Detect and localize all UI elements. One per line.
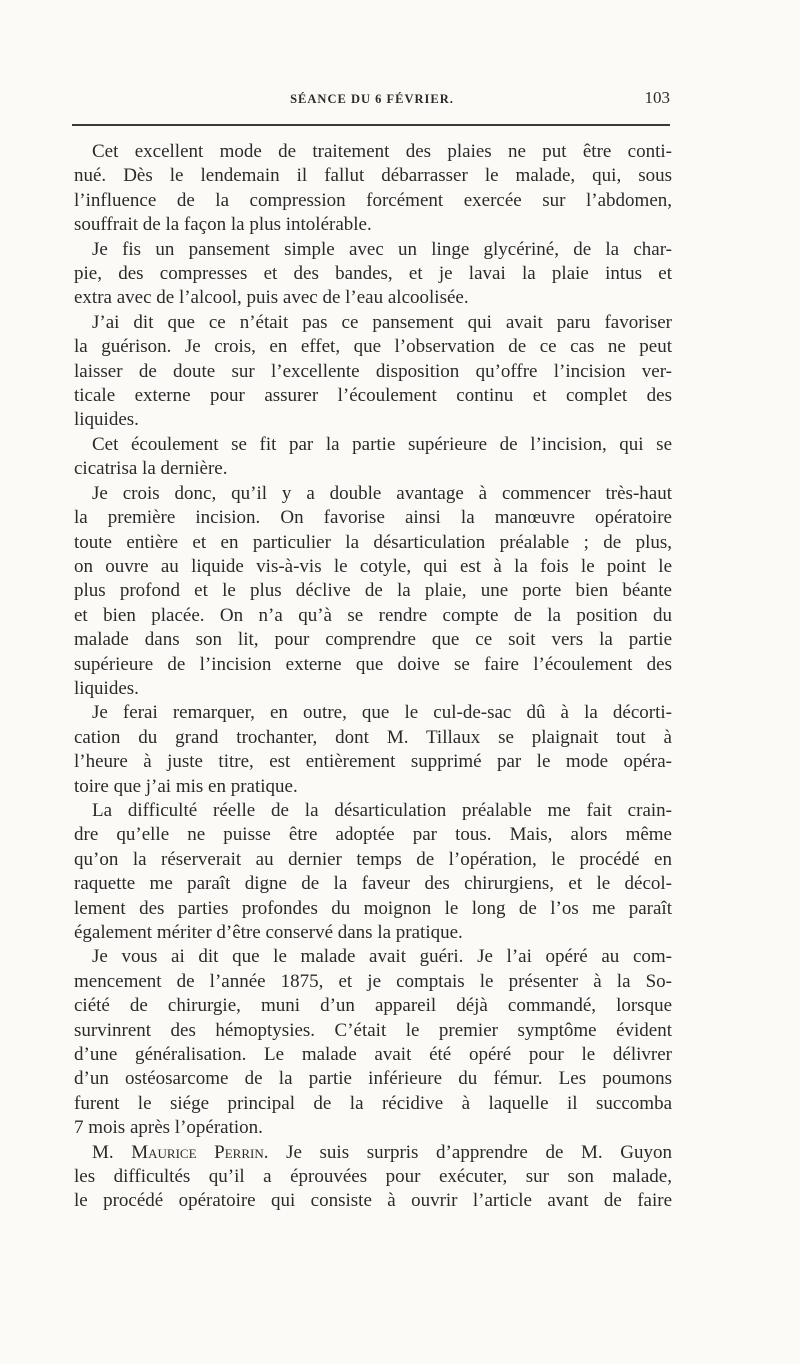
text-line: J’ai dit que ce n’était pas ce pansement qui avait paru favoriser [92, 311, 672, 333]
speaker-name: Maurice Perrin [131, 1141, 264, 1163]
text-line: lement des parties profondes du moignon le long de l’os me paraît [74, 897, 672, 919]
text-line: supérieure de l’incision externe que doive se faire l’écoulement des [74, 653, 672, 675]
text-line: plus profond et le plus déclive de la plaie, une porte bien béante [74, 580, 672, 602]
text-line: cation du grand trochanter, dont M. Tillaux se plaignait tout à [74, 726, 672, 748]
text-line: on ouvre au liquide vis-à-vis le cotyle, qui est à la fois le point le [74, 555, 672, 577]
text-line: raquette me paraît digne de la faveur des chirurgiens, et le décol- [74, 873, 672, 895]
text-line: Je crois donc, qu’il y a double avantage à commencer très-haut [92, 482, 672, 504]
text-line: l’heure à juste titre, est entièrement supprimé par le mode opéra- [74, 751, 672, 773]
text-line: La difficulté réelle de la désarticulation préalable me fait crain- [92, 799, 672, 821]
text-line: la première incision. On favorise ainsi la manœuvre opératoire [74, 507, 672, 529]
text-line: 7 mois après l’opération. [74, 1117, 263, 1139]
text-line: également mériter d’être conservé dans la pratique. [74, 922, 463, 943]
text-line: les difficultés qu’il a éprouvées pour exécuter, sur son malade, [74, 1166, 672, 1188]
text-line: Je vous ai dit que le malade avait guéri. Je l’ai opéré au com- [92, 946, 672, 968]
text-line: laisser de doute sur l’excellente disposition qu’offre l’incision ver- [74, 360, 672, 382]
speech-text: . Je suis surpris d’apprendre de M. Guyon [263, 1141, 672, 1163]
speech-first-line [74, 1141, 672, 1165]
text-line: dre qu’elle ne puisse être adoptée par tous. Mais, alors même [74, 824, 672, 846]
text-line: ciété de chirurgie, muni d’un appareil déjà commandé, lorsque [74, 995, 672, 1017]
text-line: survinrent des hémoptysies. C’était le premier symptôme évident [74, 1019, 672, 1041]
text-line: d’une généralisation. Le malade avait été opéré pour le délivrer [74, 1044, 672, 1066]
body-text [74, 140, 672, 1214]
text-line: liquides. [74, 677, 139, 699]
text-line: Cet excellent mode de traitement des plaies ne put être conti- [92, 141, 672, 162]
text-line: Je ferai remarquer, en outre, que le cul-de-sac dû à la décorti- [92, 702, 672, 724]
text-line: toire que j’ai mis en pratique. [74, 775, 298, 797]
text-line: Cet écoulement se fit par la partie supérieure de l’incision, qui se [92, 433, 672, 455]
text-line: souffrait de la façon la plus intolérable. [74, 214, 372, 236]
text-line: qu’on la réserverait au dernier temps de l’opération, le procédé en [74, 848, 672, 870]
running-title: SÉANCE DU 6 FÉVRIER. [290, 92, 454, 106]
text-line: et bien placée. On n’a qu’à se rendre compte de la position du [74, 604, 672, 626]
text-line: d’un ostéosarcome de la partie inférieure du fémur. Les poumons [74, 1068, 672, 1090]
page-number: 103 [644, 88, 670, 107]
text-line: cicatrisa la dernière. [74, 458, 228, 480]
running-head [74, 88, 670, 112]
text-line: nué. Dès le lendemain il fallut débarrasser le malade, qui, sous [74, 165, 672, 187]
text-line: pie, des compresses et des bandes, et je lavai la plaie intus et [74, 263, 672, 285]
text-line: Je fis un pansement simple avec un linge glycériné, de la char- [92, 238, 672, 260]
text-line: mencement de l’année 1875, et je comptais le présenter à la So- [74, 970, 672, 992]
text-line: le procédé opératoire qui consiste à ouvrir l’article avant de faire [74, 1190, 672, 1212]
text-line: toute entière et en particulier la désarticulation préalable ; de plus, [74, 531, 672, 553]
text-line: la guérison. Je crois, en effet, que l’observation de ce cas ne peut [74, 336, 672, 358]
text-line: furent le siége principal de la récidive à laquelle il succomba [74, 1092, 672, 1114]
text-line: ticale externe pour assurer l’écoulement continu et complet des [74, 385, 672, 407]
speech-prefix: M. [92, 1141, 132, 1163]
text-line: liquides. [74, 409, 139, 431]
text-line: malade dans son lit, pour comprendre que ce soit vers la partie [74, 629, 672, 651]
text-line: extra avec de l’alcool, puis avec de l’eau alcoolisée. [74, 287, 469, 309]
header-rule [72, 124, 670, 126]
text-line: l’influence de la compression forcément exercée sur l’abdomen, [74, 189, 672, 211]
